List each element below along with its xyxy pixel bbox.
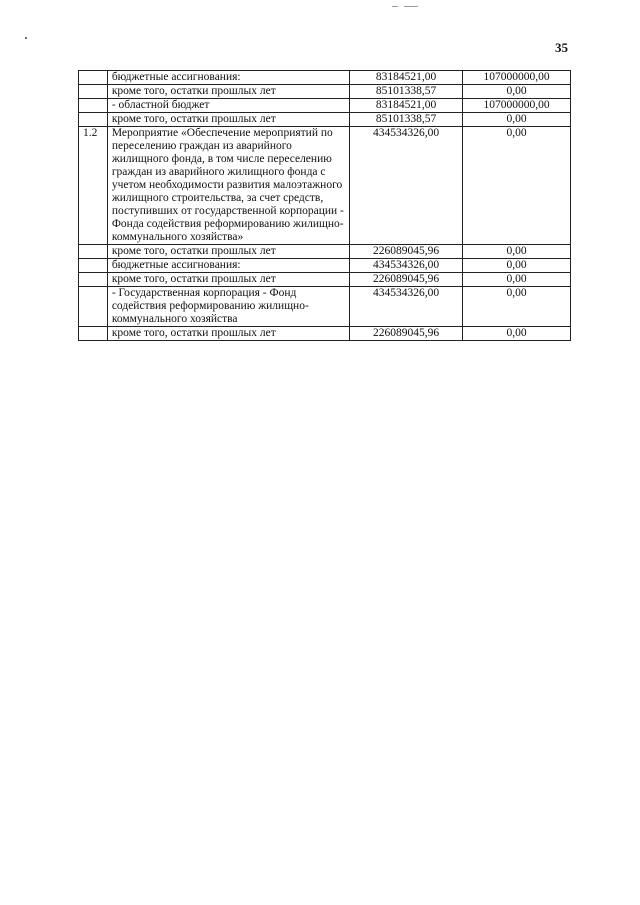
row-number-cell [79, 287, 108, 327]
amount-cell-1: 226089045,96 [350, 273, 463, 287]
table-row [79, 85, 571, 99]
description-cell: кроме того, остатки прошлых лет [107, 85, 349, 99]
table-row [79, 327, 571, 341]
table-row [79, 259, 571, 273]
description-cell: бюджетные ассигнования: [107, 259, 349, 273]
table-row [79, 99, 571, 113]
amount-cell-2: 0,00 [463, 273, 571, 287]
scan-speck [25, 37, 27, 39]
description-cell: бюджетные ассигнования: [107, 71, 349, 85]
description-cell: - областной бюджет [107, 99, 349, 113]
row-number-cell [79, 85, 108, 99]
row-number-cell [79, 259, 108, 273]
table-row [79, 273, 571, 287]
budget-table [78, 70, 571, 341]
description-cell: - Государственная корпорация - Фонд содействия реформированию жилищно-коммунального хозяйства [107, 287, 349, 327]
amount-cell-1: 226089045,96 [350, 327, 463, 341]
amount-cell-2: 0,00 [463, 287, 571, 327]
row-number-cell [79, 99, 108, 113]
table-row [79, 245, 571, 259]
amount-cell-2: 0,00 [463, 85, 571, 99]
description-cell: кроме того, остатки прошлых лет [107, 273, 349, 287]
amount-cell-2: 0,00 [463, 327, 571, 341]
amount-cell-1: 434534326,00 [350, 127, 463, 245]
row-number-cell [79, 245, 108, 259]
description-cell: кроме того, остатки прошлых лет [107, 113, 349, 127]
amount-cell-2: 107000000,00 [463, 99, 571, 113]
description-cell: Мероприятие «Обеспечение мероприятий по переселению граждан из аварийного жилищного фонда, в том числе переселению граждан из аварийного жилищного фонда с учетом необходимости развития малоэтажного жилищного строительства, за счет средств, поступивших от государственной корпорации - Фонда содействия реформированию жилищно-коммунального хозяйства» [107, 127, 349, 245]
amount-cell-1: 226089045,96 [350, 245, 463, 259]
row-number-cell [79, 273, 108, 287]
table-row [79, 287, 571, 327]
description-cell: кроме того, остатки прошлых лет [107, 327, 349, 341]
amount-cell-1: 83184521,00 [350, 71, 463, 85]
row-number-cell [79, 71, 108, 85]
amount-cell-2: 0,00 [463, 245, 571, 259]
scan-mark [392, 6, 398, 7]
amount-cell-1: 85101338,57 [350, 113, 463, 127]
page-number: 35 [555, 40, 568, 55]
amount-cell-1: 434534326,00 [350, 287, 463, 327]
budget-table-body [79, 71, 571, 341]
amount-cell-2: 107000000,00 [463, 71, 571, 85]
table-row [79, 71, 571, 85]
amount-cell-1: 83184521,00 [350, 99, 463, 113]
amount-cell-2: 0,00 [463, 127, 571, 245]
amount-cell-2: 0,00 [463, 259, 571, 273]
amount-cell-2: 0,00 [463, 113, 571, 127]
row-number-cell [79, 327, 108, 341]
description-cell: кроме того, остатки прошлых лет [107, 245, 349, 259]
table-row [79, 113, 571, 127]
row-number-cell [79, 113, 108, 127]
row-number-cell: 1.2 [79, 127, 108, 245]
scan-mark [404, 6, 418, 7]
table-row [79, 127, 571, 245]
amount-cell-1: 434534326,00 [350, 259, 463, 273]
amount-cell-1: 85101338,57 [350, 85, 463, 99]
